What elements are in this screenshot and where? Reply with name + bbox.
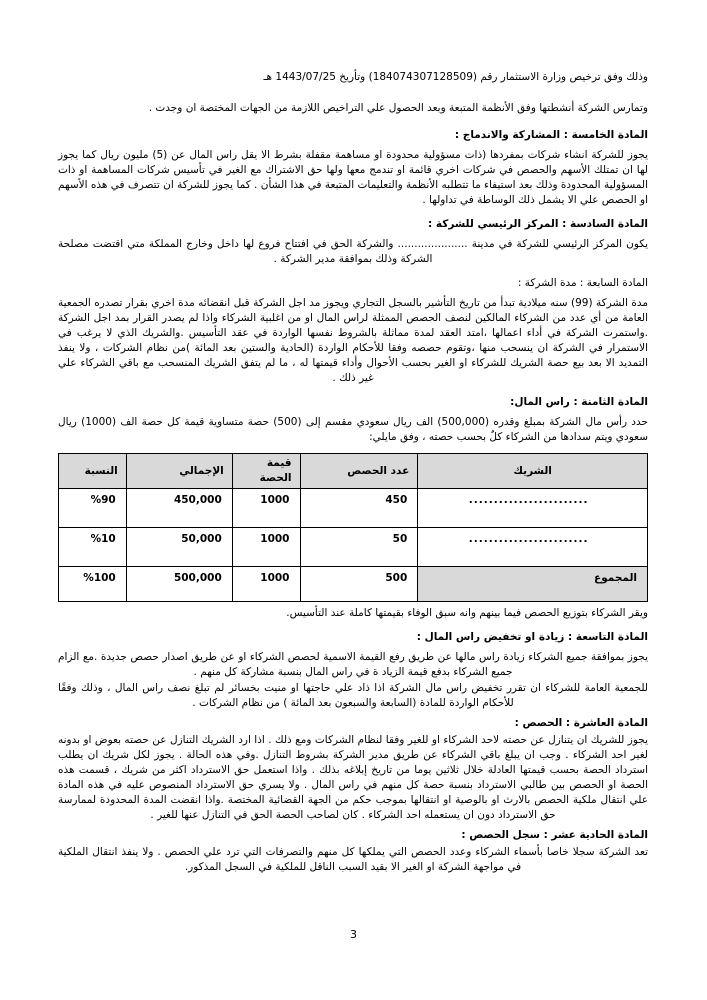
article-9-paragraph-1: يجوز بموافقة جميع الشركاء زيادة راس مالها عن طريق رفع القيمة الاسمية لحصص الشركاء او عن طريق اصدار حصص جديدة .مع الزام جميع الشركاء بدفع قيمة الزياد ة في راس المال بنسبة مشاركة كل منهم . [58,651,648,678]
article-7-heading: المادة السابعة : مدة الشركة : [517,277,648,289]
article-8-paragraph: حدد رأس مال الشركة بمبلغ وقدره (500,000) الف ريال سعودي مقسم إلى (500) حصة متساوية قيمة كل حصة الف (1000) ريال سعودي ويتم سدادها من الشركاء كلٌ بحسب حصته ، وفق مايلي: [58,416,648,443]
total-percentage-cell: %100 [59,567,127,602]
share-value-cell: 1000 [232,528,300,567]
article-11-paragraph: تعد الشركة سجلا خاصا بأسماء الشركاء وعدد الحصص التي يملكها كل منهم والتصرفات التي ترد علي الحصص . ولا ينفذ انتقال الملكية في مواجهة الشركة او الغير الا بقيد السبب الناقل للملكية في السجل المذكور. [58,846,648,873]
column-header-share-value: قيمة الحصة [232,454,300,489]
percentage-cell: %90 [59,489,127,528]
partner-name-cell: ........................ [418,528,648,567]
total-amount-cell: 500,000 [126,567,232,602]
column-header-total: الإجمالي [126,454,232,489]
activities-line: وتمارس الشركة أنشطتها وفق الأنظمة المتبعة وبعد الحصول علي التراخيص اللازمة من الجهات المختصة ان وجدت . [148,102,648,114]
share-value-cell: 1000 [232,489,300,528]
column-header-share-count: عدد الحصص [300,454,418,489]
table-row [59,489,648,528]
table-total-row [59,567,648,602]
table-header-row [59,454,648,489]
article-6-paragraph: يكون المركز الرئيسي للشركة في مدينة ..................... والشركة الحق في افتتاح فروع لها داخل وخارج المملكة متي اقتضت مصلحة الشركة وذلك بموافقة مدير الشركة . [58,238,648,265]
total-label-cell: المجموع [418,567,648,602]
license-line: وذلك وفق ترخيص وزارة الاستثمار رقم (184074307128509) وتأريخ 1443/07/25 هـ [263,71,648,83]
capital-shares-table [58,453,648,602]
column-header-percentage: النسبة [59,454,127,489]
article-9-paragraph-2: للجمعية العامة للشركاء ان تقرر تخفيض راس مال الشركة اذا ذاد علي حاجتها او منيت بخسائر لم تبلغ نصف راس المال ، وذلك وفقًا للأحكام الواردة للمادة (السابعة والسبعون بعد المائة ) من نظام الشركات . [58,682,648,709]
partner-name-cell: ........................ [418,489,648,528]
total-cell: 50,000 [126,528,232,567]
article-7-paragraph: مدة الشركة (99) سنه ميلادية تبدأ من تاريخ التأشير بالسجل التجاري ويجوز مد اجل الشركة قبل انقضائه مدة اخري بقرار تصدره الجمعية العامة من أي عدد من الشركاء المالكين لنصف الحصص الممثلة لراس المال او من اغلبية الشركاء واذا لم يصدر القرار بمد اجل الشركة .واستمرت الشركة في أداء اعمالها ،امتد العقد لمدة مماثلة بالشروط نفسها الواردة في عقد التأسيس .والشريك الذي لا يرغب في الاستمرار في الشركة ان ينسحب منها ،وتقوم حصصه وفقا للأحكام الواردة (الحادية والستين بعد المائة )من نظام الشركات ، ولا ينفذ التمديد الا بعد بيع حصة الشريك للشركاء او الغير بحسب الأحوال وأداء قيمتها له ، ما لم يتفق الشريك المنسحب مع باقي الشركاء علي غير ذلك . [58,297,648,384]
article-10-paragraph: يجوز للشريك ان يتنازل عن حصته لاحد الشركاء او للغير وفقا لنظام الشركات ومع ذلك . اذا ارد الشريك التنازل عن حصته بعوض او بدونه لغير احد الشركاء . وجب ان يبلغ باقي الشركاء عن طريق مدير الشركة بشروط التنازل .وفي هذه الحالة . يجوز لكل شريك ان يطلب استرداد الحصة بحسب قيمتها العادلة خلال ثلاثين يوما من تاريخ إبلاغه بذلك . واذا استعمل حق الاسترداد اكثر من شريك ، قسمت هذه الحصة او الحصص بين طالبي الاسترداد بنسبة حصة كل منهم في راس المال . ولا يسري حق الاسترداد المنصوص عليه في هذه المادة علي انتقال ملكية الحصص بالارث او بالوصية او انتقالها بموجب حكم من الجهة القضائية المختصة .واذا انقضت المدة المحدودة لممارسة حق الاسترداد دون ان يستعمله احد الشركاء . كان لصاحب الحصة الحق في التنازل عنها للغير . [58,734,648,821]
total-share-count-cell: 500 [300,567,418,602]
share-count-cell: 450 [300,489,418,528]
article-11-heading: المادة الحادية عشر : سجل الحصص : [461,829,648,841]
total-cell: 450,000 [126,489,232,528]
shares-distribution-note: ويقر الشركاء بتوزيع الحصص فيما بينهم وانه سبق الوفاء بقيمتها كاملة عند التأسيس. [286,607,648,619]
table-row [59,528,648,567]
article-10-heading: المادة العاشرة : الحصص : [514,717,648,729]
article-9-heading: المادة التاسعة : زيادة او تخفيض راس المال : [416,631,648,643]
total-share-value-cell: 1000 [232,567,300,602]
page-number: 3 [350,928,357,941]
column-header-partner: الشريك [418,454,648,489]
share-count-cell: 50 [300,528,418,567]
article-5-heading: المادة الخامسة : المشاركة والاندماج : [454,129,648,141]
article-8-heading: المادة الثامنة : راس المال: [510,396,648,408]
percentage-cell: %10 [59,528,127,567]
article-6-heading: المادة السادسة : المركز الرئيسي للشركة : [428,218,648,230]
article-5-paragraph: يجوز للشركة انشاء شركات بمفردها (ذات مسؤولية محدودة او مساهمة مقفلة بشرط الا يقل راس المال عن (5) مليون ريال كما يجوز لها ان تمتلك الأسهم والحصص في شركات اخري قائمة او تندمج معها ولها حق الاشتراك مع الغير في تأسيس شركات المساهمة او ذات المسؤولية المحدودة وذلك بعد استيفاء ما تتطلبه الأنظمة والتعليمات المتبعة في هذا الشأن . كما يجوز للشركة ان تتصرف في هذه الأسهم او الحصص علي الا يشمل ذلك الوساطة في تداولها . [58,149,648,206]
